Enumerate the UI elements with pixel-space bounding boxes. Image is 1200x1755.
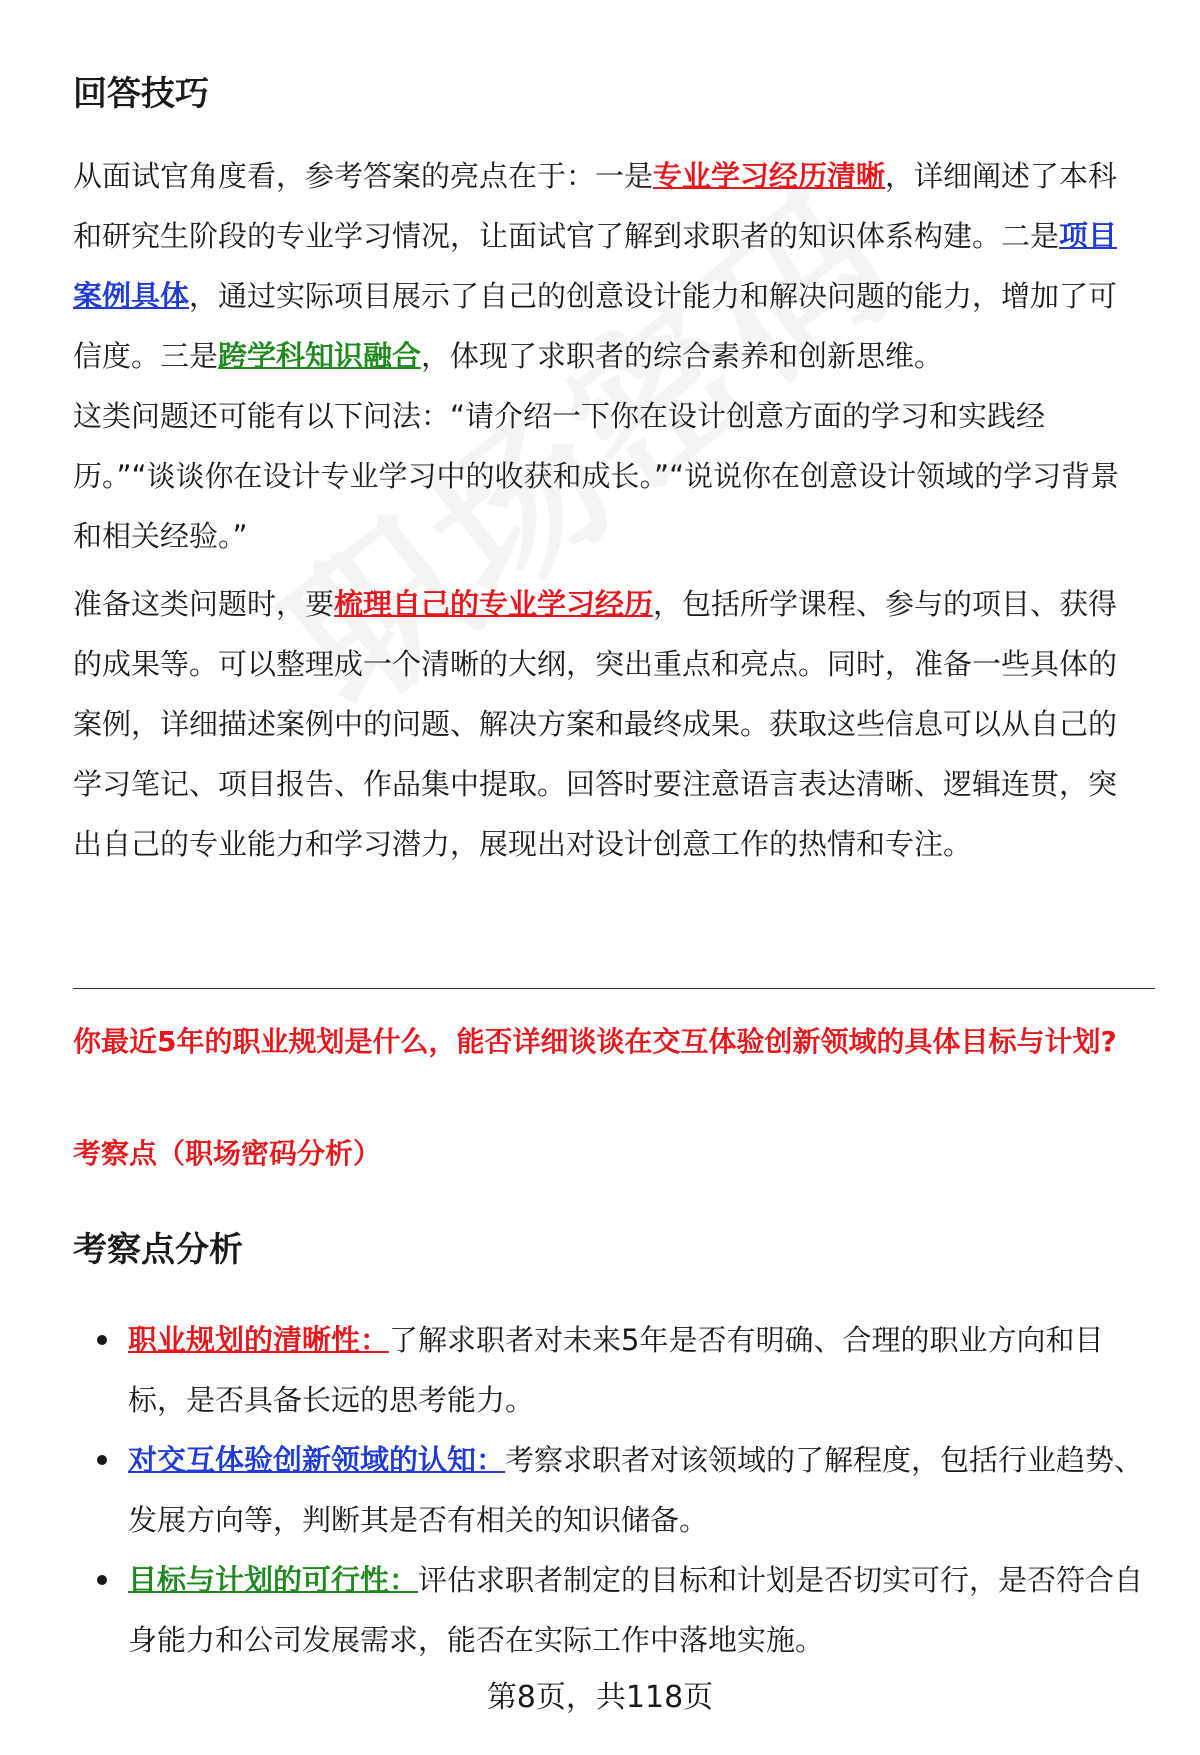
bullet-icon bbox=[97, 1455, 107, 1465]
paragraph-alt-questions: 这类问题还可能有以下问法：“请介绍一下你在设计创意方面的学习和实践经历。”“谈谈你在设计专业学习中的收获和成长。”“说说你在创意设计领域的学习背景和相关经验。” bbox=[73, 399, 1120, 553]
point-text: 评估求职者制定的目标和计划是否切实可行，是否符合自身能力和公司发展需求，能否在实际工作中落地实施。 bbox=[128, 1563, 1144, 1657]
bullet-icon bbox=[97, 1575, 107, 1585]
highlight-red: 梳理自己的专业学习经历 bbox=[334, 587, 654, 621]
section-heading-answer-tips: 回答技巧 bbox=[73, 74, 209, 114]
highlight-red: 专业学习经历清晰 bbox=[653, 159, 886, 193]
interview-question: 你最近5年的职业规划是什么，能否详细谈谈在交互体验创新领域的具体目标与计划? bbox=[73, 1025, 1117, 1058]
section-heading-analysis: 考察点分析 bbox=[73, 1230, 243, 1270]
text-run: ，包括所学课程、参与的项目、获得的成果等。可以整理成一个清晰的大纲，突出重点和亮点。同时，准备一些具体的案例，详细描述案例中的问题、解决方案和最终成果。获取这些信息可以从自己的学习笔记、项目报告、作品集中提取。回答时要注意语言表达清晰、逻辑连贯，突出自己的专业能力和学习潜力，展现出对设计创意工作的热情和专注。 bbox=[73, 587, 1118, 861]
paragraph-highlights bbox=[73, 146, 1143, 386]
highlight-blue: 项目案例具体 bbox=[73, 219, 1118, 313]
list-item bbox=[73, 1310, 1148, 1430]
point-label: 对交互体验创新领域的认知： bbox=[128, 1443, 506, 1477]
divider bbox=[73, 988, 1155, 989]
text-run: ，体现了求职者的综合素养和创新思维。 bbox=[421, 339, 944, 373]
text-run: 从面试官角度看，参考答案的亮点在于：一是 bbox=[73, 159, 654, 193]
highlight-green: 跨学科知识融合 bbox=[218, 339, 422, 373]
paragraph-preparation bbox=[73, 574, 1143, 874]
text-run: ，详细阐述了本科和研究生阶段的专业学习情况，让面试官了解到求职者的知识体系构建。二是 bbox=[73, 159, 1118, 253]
point-label: 目标与计划的可行性： bbox=[128, 1563, 419, 1597]
list-item bbox=[73, 1430, 1148, 1550]
analysis-list bbox=[73, 1310, 1148, 1670]
text-run: 准备这类问题时，要 bbox=[73, 587, 335, 621]
point-label: 职业规划的清晰性： bbox=[128, 1323, 390, 1357]
text-run: ，通过实际项目展示了自己的创意设计能力和解决问题的能力，增加了可信度。三是 bbox=[73, 279, 1118, 373]
point-text: 了解求职者对未来5年是否有明确、合理的职业方向和目标，是否具备长远的思考能力。 bbox=[128, 1323, 1104, 1417]
bullet-icon bbox=[97, 1335, 107, 1345]
page-number: 第8页，共118页 bbox=[486, 1680, 714, 1715]
analysis-subhead: 考察点（职场密码分析） bbox=[73, 1137, 382, 1170]
point-text: 考察求职者对该领域的了解程度，包括行业趋势、发展方向等，判断其是否有相关的知识储备。 bbox=[128, 1443, 1144, 1537]
list-item bbox=[73, 1550, 1148, 1670]
